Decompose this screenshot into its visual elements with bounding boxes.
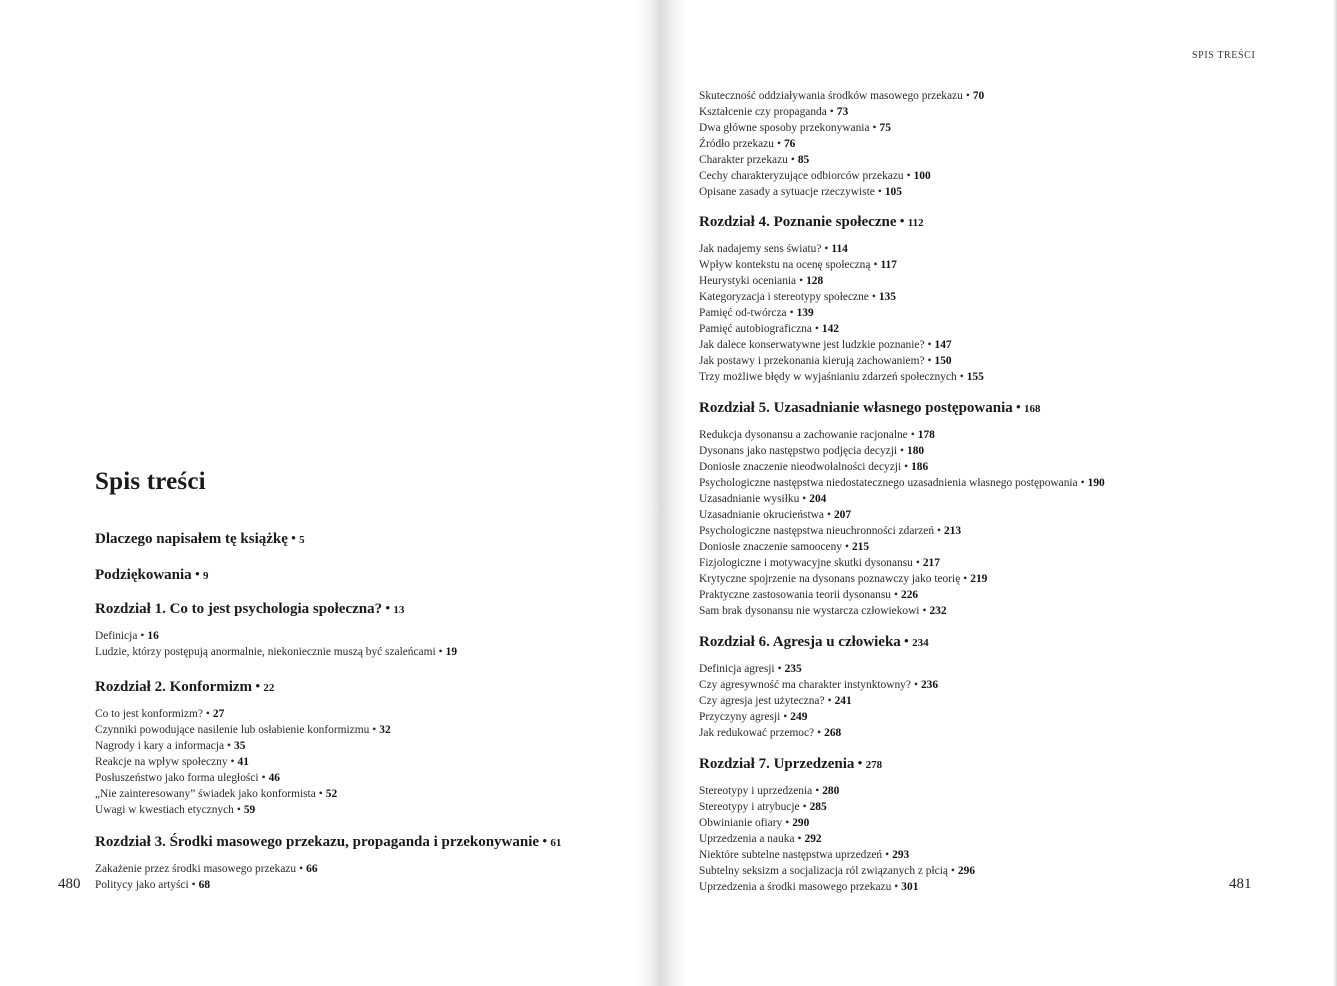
toc-entry[interactable]: Jak nadajemy sens światu? • 114 xyxy=(699,243,848,255)
toc-entry[interactable]: Dwa główne sposoby przekonywania • 75 xyxy=(699,122,891,134)
toc-entry[interactable]: Redukcja dysonansu a zachowanie racjonalne • 178 xyxy=(699,429,935,441)
chapter-heading[interactable]: Rozdział 1. Co to jest psychologia społeczna? • 13 xyxy=(95,601,405,617)
toc-entry[interactable]: Przyczyny agresji • 249 xyxy=(699,711,808,723)
toc-entry[interactable]: Czy agresja jest użyteczna? • 241 xyxy=(699,695,852,707)
toc-entry[interactable]: Doniosłe znaczenie samooceny • 215 xyxy=(699,541,870,553)
toc-entry[interactable]: Kształcenie czy propaganda • 73 xyxy=(699,106,849,118)
book-gutter-shadow xyxy=(636,0,686,986)
chapter-heading[interactable]: Rozdział 2. Konformizm • 22 xyxy=(95,679,275,695)
toc-section xyxy=(95,566,208,594)
toc-entry[interactable]: Psychologiczne następstwa nieuchronności zdarzeń • 213 xyxy=(699,525,962,537)
toc-entry[interactable]: Jak postawy i przekonania kierują zachowaniem? • 150 xyxy=(699,355,952,367)
toc-entry[interactable]: Uzasadnianie wysiłku • 204 xyxy=(699,493,827,505)
toc-entry[interactable]: Pamięć od-twórcza • 139 xyxy=(699,307,814,319)
toc-entry[interactable]: Uprzedzenia a nauka • 292 xyxy=(699,833,822,845)
toc-entry[interactable]: Ludzie, którzy postępują anormalnie, niekoniecznie muszą być szaleńcami • 19 xyxy=(95,646,458,658)
toc-entry[interactable]: Pamięć autobiograficzna • 142 xyxy=(699,323,839,335)
toc-entry[interactable]: Cechy charakteryzujące odbiorców przekazu • 100 xyxy=(699,170,931,182)
toc-entry[interactable]: Reakcje na wpływ społeczny • 41 xyxy=(95,756,249,768)
toc-entry[interactable]: Definicja agresji • 235 xyxy=(699,663,802,675)
toc-entry[interactable]: Jak redukować przemoc? • 268 xyxy=(699,727,842,739)
toc-entry[interactable]: Sam brak dysonansu nie wystarcza człowiekowi • 232 xyxy=(699,605,947,617)
toc-entry[interactable]: Subtelny seksizm a socjalizacja ról związanych z płcią • 296 xyxy=(699,865,976,877)
toc-entry[interactable]: Charakter przekazu • 85 xyxy=(699,154,810,166)
toc-section xyxy=(95,530,305,558)
entry-list xyxy=(699,783,975,895)
chapter-heading[interactable]: Rozdział 5. Uzasadnianie własnego postępowania • 168 xyxy=(699,400,1041,416)
toc-section xyxy=(699,633,938,741)
entry-list xyxy=(699,88,984,200)
chapter-heading[interactable]: Podziękowania • 9 xyxy=(95,567,209,583)
running-head: SPIS TREŚCI xyxy=(1192,50,1256,61)
entry-list xyxy=(699,661,938,741)
toc-entry[interactable]: Źródło przekazu • 76 xyxy=(699,138,796,150)
toc-entry[interactable]: „Nie zainteresowany” świadek jako konformista • 52 xyxy=(95,788,338,800)
entry-list xyxy=(95,628,457,660)
entry-list xyxy=(699,241,984,385)
toc-entry[interactable]: Trzy możliwe błędy w wyjaśnianiu zdarzeń społecznych • 155 xyxy=(699,371,984,383)
toc-entry[interactable]: Nagrody i kary a informacja • 35 xyxy=(95,740,246,752)
toc-entry[interactable]: Uzasadnianie okrucieństwa • 207 xyxy=(699,509,852,521)
left-page xyxy=(0,0,636,986)
toc-entry[interactable]: Doniosłe znaczenie nieodwołalności decyzji • 186 xyxy=(699,461,929,473)
toc-entry[interactable]: Fizjologiczne i motywacyjne skutki dysonansu • 217 xyxy=(699,557,940,569)
toc-entry[interactable]: Uwagi w kwestiach etycznych • 59 xyxy=(95,804,256,816)
toc-entry[interactable]: Politycy jako artyści • 68 xyxy=(95,879,211,891)
entry-list xyxy=(95,706,391,818)
toc-title: Spis treści xyxy=(95,468,206,495)
entry-list xyxy=(699,427,1105,619)
toc-entry[interactable]: Jak dalece konserwatywne jest ludzkie poznanie? • 147 xyxy=(699,339,952,351)
chapter-heading[interactable]: Rozdział 6. Agresja u człowieka • 234 xyxy=(699,634,929,650)
toc-entry[interactable]: Posłuszeństwo jako forma uległości • 46 xyxy=(95,772,280,784)
toc-entry[interactable]: Co to jest konformizm? • 27 xyxy=(95,708,225,720)
toc-entry[interactable]: Heurystyki oceniania • 128 xyxy=(699,275,824,287)
toc-entry[interactable]: Uprzedzenia a środki masowego przekazu • 301 xyxy=(699,881,919,893)
toc-entry[interactable]: Definicja • 16 xyxy=(95,630,159,642)
entry-list xyxy=(95,861,561,893)
chapter-heading[interactable]: Rozdział 3. Środki masowego przekazu, propaganda i przekonywanie • 61 xyxy=(95,834,562,850)
toc-entry[interactable]: Krytyczne spojrzenie na dysonans poznawczy jako teorię • 219 xyxy=(699,573,988,585)
right-page xyxy=(686,0,1337,986)
toc-section xyxy=(699,755,975,895)
toc-entry[interactable]: Czynniki powodujące nasilenie lub osłabienie konformizmu • 32 xyxy=(95,724,391,736)
toc-entry[interactable]: Dysonans jako następstwo podjęcia decyzji • 180 xyxy=(699,445,925,457)
toc-entry[interactable]: Stereotypy i uprzedzenia • 280 xyxy=(699,785,840,797)
toc-entry[interactable]: Obwinianie ofiary • 290 xyxy=(699,817,810,829)
toc-entry[interactable]: Opisane zasady a sytuacje rzeczywiste • 105 xyxy=(699,186,902,198)
page-number: 480 xyxy=(58,876,81,892)
toc-entry[interactable]: Stereotypy i atrybucje • 285 xyxy=(699,801,827,813)
toc-entry[interactable]: Czy agresywność ma charakter instynktowny? • 236 xyxy=(699,679,939,691)
chapter-heading[interactable]: Rozdział 4. Poznanie społeczne • 112 xyxy=(699,214,924,230)
toc-section xyxy=(95,600,457,660)
toc-entry[interactable]: Zakażenie przez środki masowego przekazu • 66 xyxy=(95,863,318,875)
toc-entry[interactable]: Praktyczne zastosowania teorii dysonansu • 226 xyxy=(699,589,919,601)
toc-entry[interactable]: Wpływ kontekstu na ocenę społeczną • 117 xyxy=(699,259,897,271)
toc-section xyxy=(95,678,391,818)
toc-section xyxy=(699,399,1105,619)
toc-section xyxy=(699,88,984,200)
chapter-heading[interactable]: Rozdział 7. Uprzedzenia • 278 xyxy=(699,756,883,772)
toc-entry[interactable]: Psychologiczne następstwa niedostatecznego uzasadnienia własnego postępowania • 190 xyxy=(699,477,1105,489)
page-number: 481 xyxy=(1229,876,1252,892)
toc-entry[interactable]: Skuteczność oddziaływania środków masowego przekazu • 70 xyxy=(699,90,985,102)
toc-entry[interactable]: Kategoryzacja i stereotypy społeczne • 135 xyxy=(699,291,896,303)
toc-section xyxy=(95,833,561,893)
chapter-heading[interactable]: Dlaczego napisałem tę książkę • 5 xyxy=(95,531,305,547)
toc-section xyxy=(699,213,984,385)
toc-entry[interactable]: Niektóre subtelne następstwa uprzedzeń • 293 xyxy=(699,849,910,861)
